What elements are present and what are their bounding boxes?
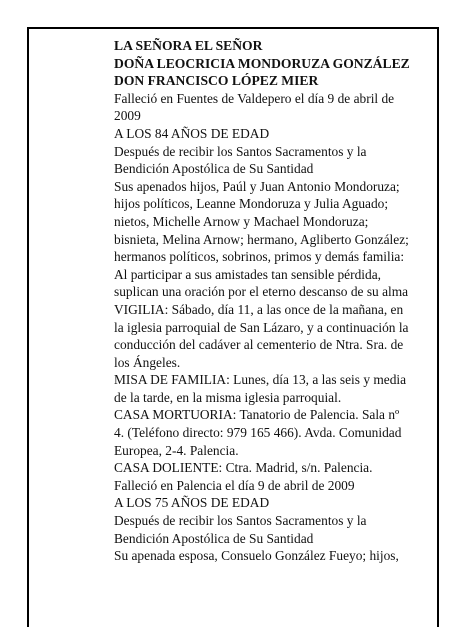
text-line: Europea, 2-4. Palencia. (114, 442, 239, 458)
text-line: nietos, Michelle Arnow y Machael Mondoruza; (114, 213, 369, 229)
obituary-text (114, 37, 420, 565)
text-line: la iglesia parroquial de San Lázaro, y a continuación la (114, 319, 409, 335)
text-line: Sus apenados hijos, Paúl y Juan Antonio Mondoruza; (114, 178, 400, 194)
text-line: hijos políticos, Leanne Mondoruza y Julia Aguado; (114, 196, 389, 212)
text-line: Su apenada esposa, Consuelo González Fueyo; hijos, (114, 548, 399, 564)
text-line: Falleció en Palencia el día 9 de abril de 2009 (114, 477, 355, 493)
heading-line: LA SEÑORA EL SEÑOR (114, 38, 263, 53)
text-line: Falleció en Fuentes de Valdepero el día 9 de abril de (114, 90, 395, 106)
heading-line: DON FRANCISCO LÓPEZ MIER (114, 73, 319, 89)
text-line: Después de recibir los Santos Sacramentos y la (114, 513, 367, 529)
text-line: Al participar a sus amistades tan sensible pérdida, (114, 266, 381, 282)
text-line: los Ángeles. (114, 354, 181, 370)
text-line: VIGILIA: Sábado, día 11, a las once de la mañana, en (114, 301, 404, 317)
text-line: Bendición Apostólica de Su Santidad (114, 530, 314, 546)
text-line: CASA MORTUORIA: Tanatorio de Palencia. Sala nº (114, 407, 400, 423)
text-line: Bendición Apostólica de Su Santidad (114, 161, 314, 177)
text-line: 4. (Teléfono directo: 979 165 466). Avda. Comunidad (114, 425, 402, 441)
text-line: hermanos políticos, sobrinos, primos y demás familia: (114, 249, 405, 265)
heading-line: DOÑA LEOCRICIA MONDORUZA GONZÁLEZ (114, 55, 410, 71)
text-line: Después de recibir los Santos Sacramentos y la (114, 143, 367, 159)
text-line: CASA DOLIENTE: Ctra. Madrid, s/n. Palencia. (114, 460, 373, 476)
text-line: de la tarde, en la misma iglesia parroquial. (114, 389, 342, 405)
text-line: bisnieta, Melina Arnow; hermano, Agliberto González; (114, 231, 409, 247)
text-line: conducción del cadáver al cementerio de Ntra. Sra. de (114, 337, 404, 353)
text-line: A LOS 75 AÑOS DE EDAD (114, 495, 270, 511)
text-line: A LOS 84 AÑOS DE EDAD (114, 125, 270, 141)
text-line: 2009 (114, 108, 141, 124)
text-line: MISA DE FAMILIA: Lunes, día 13, a las seis y media (114, 372, 407, 388)
text-line: suplican una oración por el eterno descanso de su alma (114, 284, 409, 300)
